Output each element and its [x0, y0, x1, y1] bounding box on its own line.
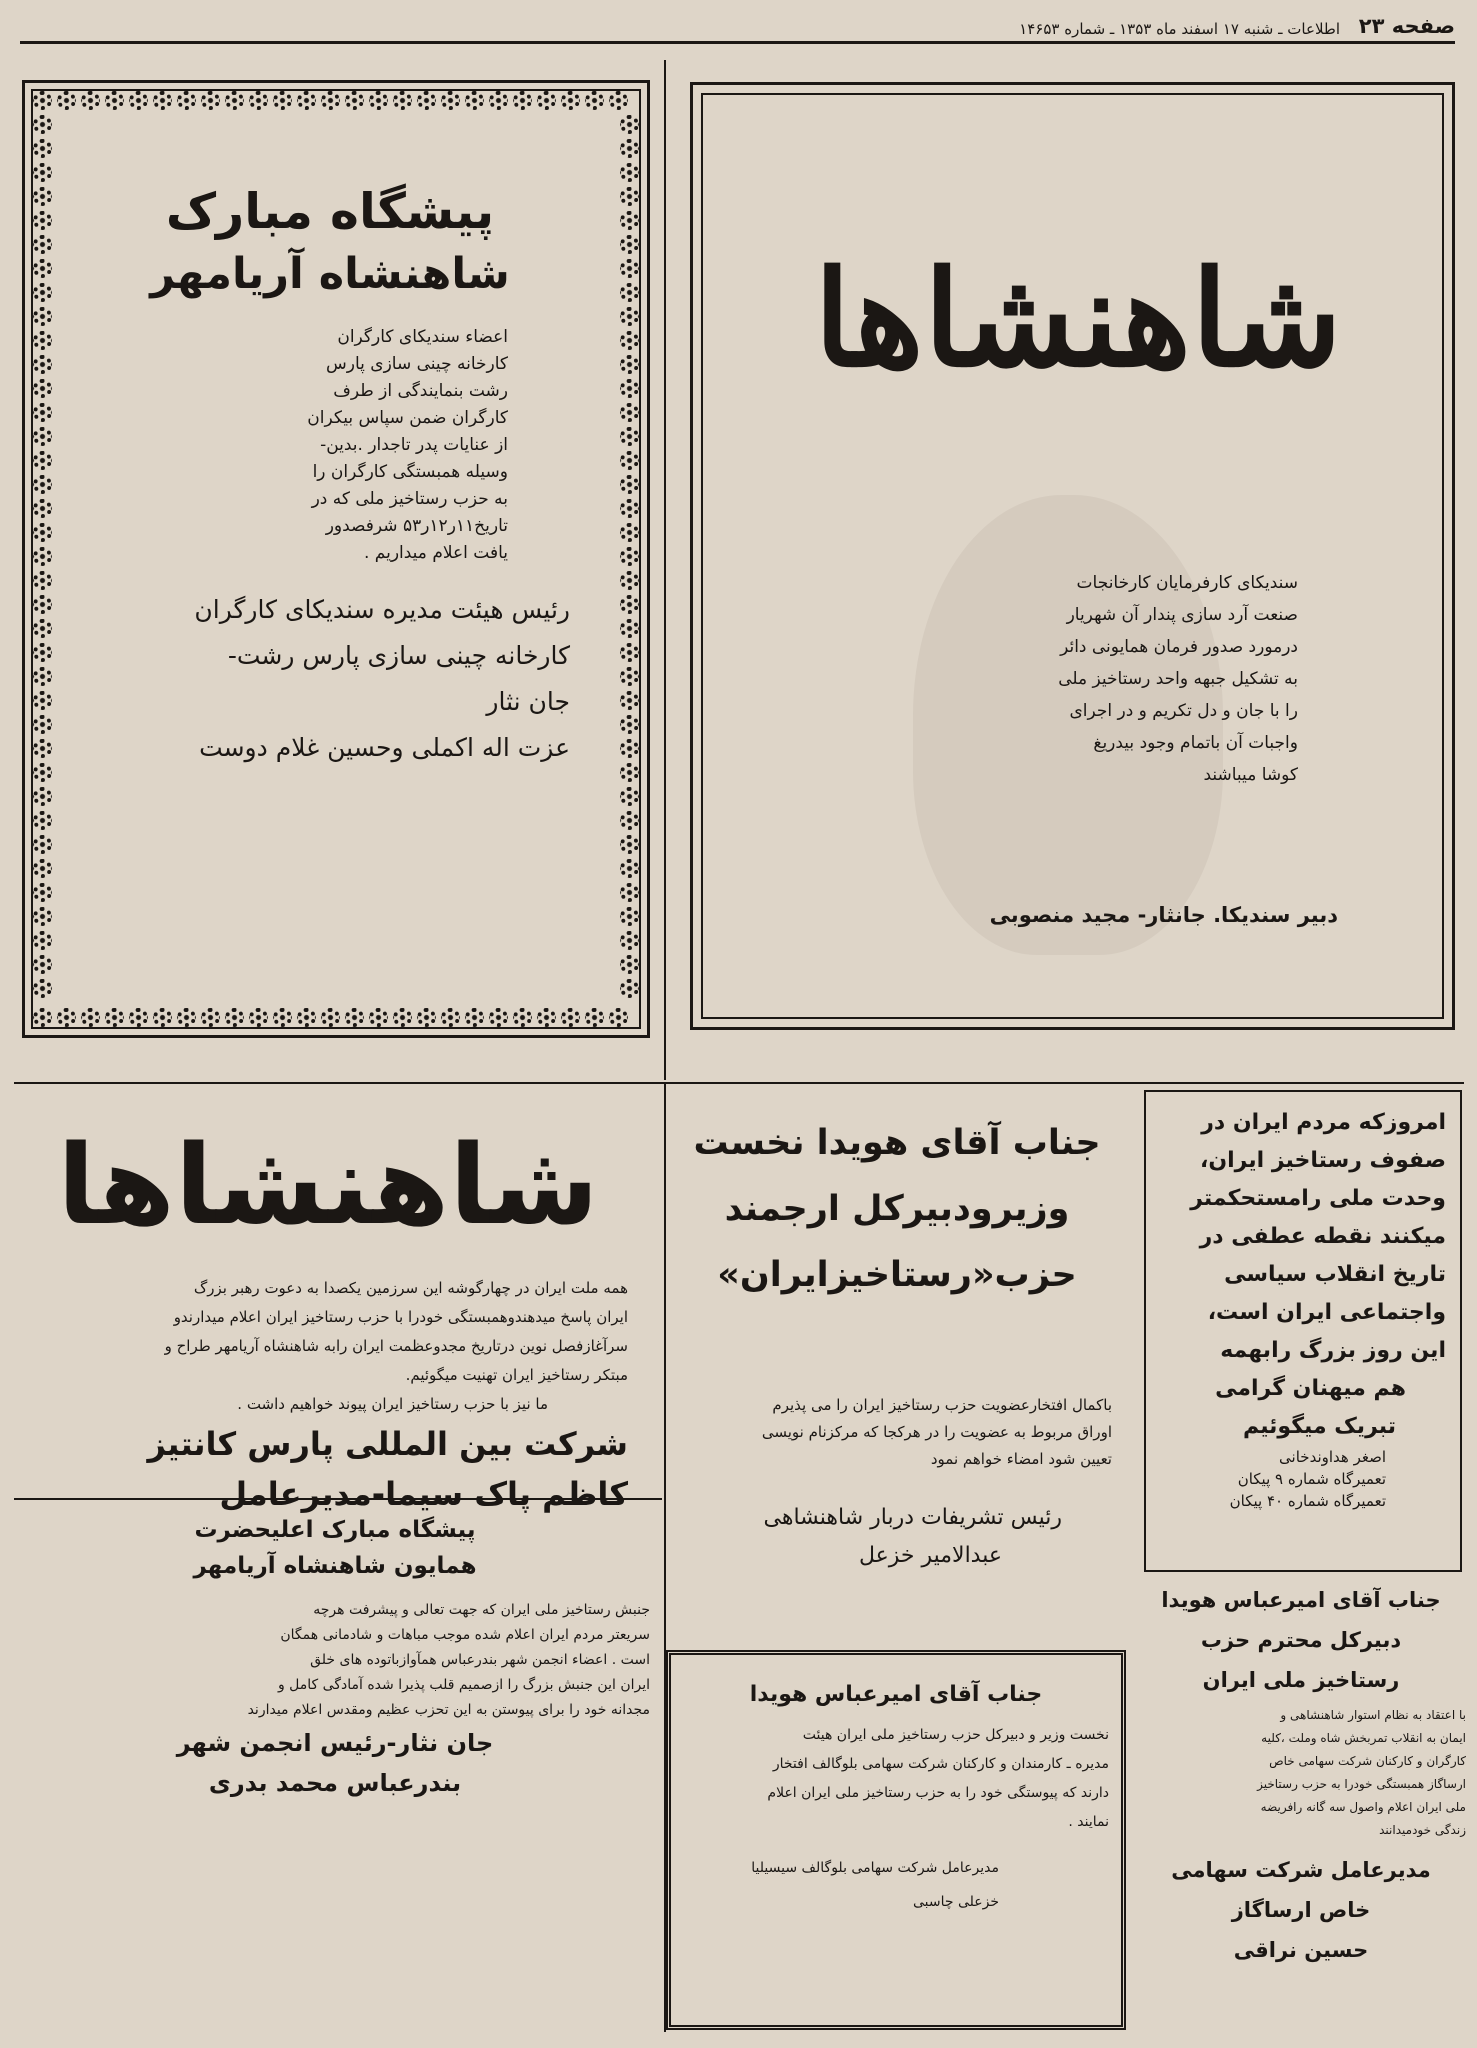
ad-ard-signature: دبیر سندیکا. جانثار- مجید منصوبی	[989, 903, 1338, 927]
ad-bologalf-sign-line: مدیرعامل شرکت سهامی بلوگالف سیسیلیا	[751, 1860, 999, 1876]
ad-hoveyda-headline-3: حزب«رستاخیزایران»	[717, 1255, 1077, 1295]
rosette-ornament-icon	[620, 883, 639, 902]
ad-bologalf-line: مدیره ـ کارمندان و کارکنان شرکت سهامی بلوگالف افتخار	[772, 1756, 1109, 1772]
ad-arsagaz-sign-1: مدیرعامل شرکت سهامی	[1171, 1858, 1431, 1882]
ad-chini-line: کارخانه چینی سازی پارس	[326, 354, 508, 374]
rosette-ornament-icon	[609, 1008, 628, 1027]
ad-paykan-line: واجتماعی ایران است،	[1207, 1300, 1446, 1325]
ad-bandar-line: جنبش رستاخیز ملی ایران که جهت تعالی و پیشرفت هرچه	[313, 1602, 650, 1618]
rosette-ornament-icon	[33, 331, 52, 350]
rosette-ornament-icon	[33, 427, 52, 446]
ad-chini-line: اعضاء سندیکای کارگران	[337, 327, 508, 347]
rosette-ornament-icon	[33, 955, 52, 974]
ad-arsagaz-title-2: دبیرکل محترم حزب	[1200, 1628, 1402, 1652]
rosette-ornament-icon	[417, 91, 436, 110]
ad-arsagaz-line: ایمان به انقلاب تمربخش شاه وملت ،کلیه	[1261, 1731, 1466, 1745]
rosette-ornament-icon	[33, 763, 52, 782]
ad-bandar-sign-1: جان نثار-رئیس انجمن شهر	[176, 1729, 494, 1757]
ad-cantiz-line: همه ملت ایران در چهارگوشه این سرزمین یکصدا به دعوت رهبر بزرگ	[193, 1279, 628, 1297]
ad-arsagaz-sign-3: حسین نراقی	[1233, 1938, 1369, 1962]
ad-chini-line: به حزب رستاخیز ملی که در	[311, 489, 508, 509]
rosette-ornament-icon	[537, 91, 556, 110]
rosette-ornament-icon	[273, 1008, 292, 1027]
ad-cantiz-line: ما نیز با حزب رستاخیز ایران پیوند خواهیم داشت .	[237, 1395, 548, 1413]
ad-cantiz-body	[28, 1274, 628, 1419]
rosette-ornament-icon	[33, 907, 52, 926]
rosette-ornament-icon	[33, 451, 52, 470]
ad-paykan-body	[1156, 1104, 1446, 1446]
rosette-ornament-icon	[620, 235, 639, 254]
ad-paykan-line: این روز بزرگ رابهمه	[1220, 1338, 1446, 1363]
ad-arsagaz-title-1: جناب آقای امیرعباس هویدا	[1161, 1588, 1441, 1612]
rosette-ornament-icon	[33, 667, 52, 686]
rosette-ornament-icon	[513, 1008, 532, 1027]
rosette-ornament-icon	[620, 307, 639, 326]
rosette-ornament-icon	[620, 643, 639, 662]
rosette-ornament-icon	[620, 907, 639, 926]
rosette-ornament-icon	[33, 307, 52, 326]
ad-chini-sign-line: عزت اله اکملی وحسین غلام دوست	[199, 733, 570, 762]
ad-paykan	[1144, 1090, 1462, 1572]
rosette-ornament-icon	[620, 595, 639, 614]
ad-paykan-line: هم میهنان گرامی	[1215, 1376, 1406, 1401]
ad-chini-line: از عنایات پدر تاجدار .بدین-	[320, 435, 508, 455]
rosette-ornament-icon	[81, 1008, 100, 1027]
ad-chini-sign-line: رئیس هیئت مدیره سندیکای کارگران	[194, 595, 570, 624]
rosette-ornament-icon	[620, 571, 639, 590]
ad-hoveyda-headline-1: جناب آقای هویدا نخست	[693, 1123, 1101, 1163]
ad-hoveyda	[672, 1110, 1122, 1640]
rosette-ornament-icon	[201, 1008, 220, 1027]
rosette-ornament-icon	[33, 547, 52, 566]
rosette-ornament-icon	[33, 163, 52, 182]
rosette-ornament-icon	[297, 1008, 316, 1027]
rosette-ornament-icon	[393, 91, 412, 110]
ad-bandar-line: ایران این جنبش بزرگ را ازصمیم قلب پذیرا شده آمادگی کامل و	[277, 1677, 650, 1693]
ad-cantiz-line: مبتکر رستاخیز ایران تهنیت میگوئیم.	[405, 1366, 628, 1384]
rosette-ornament-icon	[33, 403, 52, 422]
rosette-ornament-icon	[105, 91, 124, 110]
rosette-ornament-icon	[620, 667, 639, 686]
rosette-ornament-icon	[620, 283, 639, 302]
rosette-ornament-icon	[33, 283, 52, 302]
rosette-ornament-icon	[33, 115, 52, 134]
ad-paykan-line: صفوف رستاخیز ایران،	[1200, 1148, 1446, 1173]
rosette-ornament-icon	[33, 1008, 52, 1027]
ad-paykan-sign-line: تعمیرگاه شماره ۴۰ پیکان	[1229, 1492, 1386, 1510]
ad-arsagaz-line: کارگران و کارکنان شرکت سهامی خاص	[1269, 1754, 1466, 1768]
rosette-ornament-icon	[609, 91, 628, 110]
rosette-ornament-icon	[57, 1008, 76, 1027]
ad-bandar-title-2: همایون شاهنشاه آریامهر	[193, 1553, 477, 1579]
ad-bandar-sign-2: بندرعباس محمد بدری	[208, 1769, 462, 1797]
rosette-ornament-icon	[369, 91, 388, 110]
rosette-ornament-icon	[465, 1008, 484, 1027]
rosette-ornament-icon	[489, 1008, 508, 1027]
ad-bandar-line: است . اعضاء انجمن شهر بندرعباس همآوازباتوده های خلق	[310, 1652, 650, 1668]
rosette-ornament-icon	[620, 979, 639, 998]
ad-arsagaz-line: با اعتقاد به نظام استوار شاهنشاهی و	[1280, 1708, 1466, 1722]
rosette-ornament-icon	[201, 91, 220, 110]
ad-hoveyda-line: اوراق مربوط به عضویت را در هرکجا که مرکزنام نویسی	[761, 1423, 1112, 1441]
rosette-ornament-icon	[153, 1008, 172, 1027]
rosette-ornament-icon	[33, 379, 52, 398]
ad-chini-line: یافت اعلام میداریم .	[363, 543, 508, 563]
rosette-ornament-icon	[620, 739, 639, 758]
rosette-ornament-icon	[620, 763, 639, 782]
rosette-ornament-icon	[129, 91, 148, 110]
ad-bologalf-line: نخست وزیر و دبیرکل حزب رستاخیز ملی ایران هیئت	[802, 1727, 1109, 1743]
rosette-ornament-icon	[620, 787, 639, 806]
ad-chini-sign-line: جان نثار	[486, 687, 570, 716]
rosette-ornament-icon	[620, 331, 639, 350]
ad-chini-line: رشت بنمایندگی از طرف	[333, 381, 508, 401]
rosette-ornament-icon	[33, 355, 52, 374]
ad-bologalf-title: جناب آقای امیرعباس هویدا	[749, 1682, 1043, 1707]
ad-bologalf-line: دارند که پیوستگی خود را به حزب رستاخیز ملی ایران اعلام	[767, 1785, 1109, 1801]
ad-chini-line: تاریخ۱۱ر۱۲ر۵۳ شرفصدور	[325, 516, 508, 536]
ad-hoveyda-signature	[672, 1499, 1122, 1575]
ad-ard-line: واجبات آن باتمام وجود بیدریغ	[1093, 733, 1298, 753]
ad-bandar-title-1: پیشگاه مبارک اعلیحضرت	[194, 1517, 476, 1543]
ad-chini-sign-line: کارخانه چینی سازی پارس رشت-	[227, 641, 570, 670]
rosette-ornament-icon	[177, 91, 196, 110]
rosette-ornament-icon	[620, 163, 639, 182]
ad-bandar-body	[20, 1598, 650, 1723]
ad-paykan-sign-line: اصغر هداوندخانی	[1279, 1448, 1386, 1466]
ad-chini-line: وسیله همبستگی کارگران را	[312, 462, 508, 482]
rosette-ornament-icon	[620, 835, 639, 854]
rosette-ornament-icon	[33, 787, 52, 806]
ad-bologalf-body	[683, 1721, 1109, 1837]
ad-chini-body	[90, 324, 570, 567]
rosette-ornament-icon	[393, 1008, 412, 1027]
rosette-ornament-icon	[441, 1008, 460, 1027]
ad-arsagaz-body	[1136, 1704, 1466, 1842]
rosette-ornament-icon	[585, 1008, 604, 1027]
rosette-ornament-icon	[33, 691, 52, 710]
ad-paykan-sign-line: تعمیرگاه شماره ۹ پیکان	[1237, 1470, 1386, 1488]
ad-ard-line: درمورد صدور فرمان همایونی دائر	[1060, 637, 1298, 657]
rosette-ornament-icon	[33, 523, 52, 542]
rosette-ornament-icon	[620, 523, 639, 542]
ad-bologalf-signature	[683, 1851, 1109, 1919]
ad-ard-line: سندیکای کارفرمایان کارخانجات	[1076, 573, 1298, 593]
rosette-ornament-icon	[297, 91, 316, 110]
ad-bandar	[20, 1512, 650, 2012]
ad-paykan-line: میکنند نقطه عطفی در	[1199, 1224, 1446, 1249]
rosette-ornament-icon	[561, 1008, 580, 1027]
rosette-ornament-icon	[620, 811, 639, 830]
ad-arsagaz-line: زندگی خودمیدانند	[1379, 1823, 1466, 1837]
ad-chini-line: کارگران ضمن سپاس بیکران	[307, 408, 508, 428]
issue-line: اطلاعات ـ شنبه ۱۷ اسفند ماه ۱۳۵۳ ـ شماره ۱۴۶۵۳	[1019, 20, 1340, 38]
rosette-ornament-icon	[105, 1008, 124, 1027]
rosette-ornament-icon	[620, 475, 639, 494]
ad-cantiz-sign-1: شرکت بین المللی پارس کانتیز	[147, 1425, 628, 1463]
rosette-ornament-icon	[33, 571, 52, 590]
rosette-ornament-icon	[81, 91, 100, 110]
rosette-ornament-icon	[585, 91, 604, 110]
ad-hoveyda-sign-line: عبدالامیر خزعل	[858, 1543, 1002, 1568]
rosette-ornament-icon	[620, 451, 639, 470]
rosette-ornament-icon	[153, 91, 172, 110]
rosette-ornament-icon	[33, 475, 52, 494]
ad-ard-line: کوشا میباشند	[1203, 765, 1298, 785]
ad-paykan-line: امروزکه مردم ایران در	[1201, 1110, 1446, 1135]
rosette-ornament-icon	[33, 835, 52, 854]
ad-hoveyda-line: تعیین شود امضاء خواهم نمود	[930, 1450, 1112, 1468]
ad-ard-line: صنعت آرد سازی پندار آن شهریار	[1066, 605, 1298, 625]
rosette-ornament-icon	[33, 715, 52, 734]
ad-ard-line: را با جان و دل تکریم و در اجرای	[1069, 701, 1298, 721]
rosette-ornament-icon	[513, 91, 532, 110]
rosette-ornament-icon	[620, 259, 639, 278]
rosette-ornament-icon	[33, 211, 52, 230]
ad-chini-title-1: پیشگاه مبارک	[165, 183, 495, 240]
rosette-ornament-icon	[57, 91, 76, 110]
rosette-ornament-icon	[33, 259, 52, 278]
rosette-ornament-icon	[225, 91, 244, 110]
ad-paykan-line: تبریک میگوئیم	[1242, 1414, 1396, 1439]
ad-paykan-signature	[1156, 1446, 1446, 1512]
rosette-ornament-icon	[620, 547, 639, 566]
rosette-ornament-icon	[620, 859, 639, 878]
ad-arsagaz-sign-2: خاص ارساگاز	[1231, 1898, 1371, 1922]
ad-arsagaz-line: ملی ایران اعلام واصول سه گانه رافریضه	[1260, 1800, 1466, 1814]
rosette-ornament-icon	[33, 595, 52, 614]
column-divider-top	[664, 60, 666, 1080]
rosette-ornament-icon	[620, 355, 639, 374]
rosette-ornament-icon	[33, 187, 52, 206]
ad-hoveyda-line: باکمال افتخارعضویت حزب رستاخیز ایران را می پذیرم	[772, 1396, 1112, 1414]
rosette-ornament-icon	[620, 115, 639, 134]
ad-bandar-line: سریعتر مردم ایران اعلام شده موجب مباهات و شادمانی همگان	[280, 1627, 650, 1643]
ad-chini-title-2: شاهنشاه آریامهر	[150, 249, 510, 299]
ad-hoveyda-body	[672, 1392, 1122, 1473]
ad-ard-line: به تشکیل جبهه واحد رستاخیز ملی	[1058, 669, 1298, 689]
ad-hoveyda-headline-2: وزیرودبیرکل ارجمند	[724, 1189, 1070, 1229]
rosette-ornament-icon	[537, 1008, 556, 1027]
rosette-ornament-icon	[129, 1008, 148, 1027]
rosette-ornament-icon	[33, 811, 52, 830]
rosette-ornament-icon	[33, 739, 52, 758]
rosette-ornament-icon	[33, 91, 52, 110]
ad-ard	[690, 82, 1455, 1030]
ad-chini-signature	[90, 587, 570, 771]
rosette-ornament-icon	[33, 499, 52, 518]
rosette-ornament-icon	[273, 91, 292, 110]
rosette-ornament-icon	[620, 955, 639, 974]
rosette-ornament-icon	[620, 187, 639, 206]
ad-arsagaz-title-3: رستاخیز ملی ایران	[1202, 1668, 1400, 1692]
rosette-ornament-icon	[321, 91, 340, 110]
rosette-ornament-icon	[620, 139, 639, 158]
rosette-ornament-icon	[465, 91, 484, 110]
rosette-ornament-icon	[620, 379, 639, 398]
rosette-ornament-icon	[620, 403, 639, 422]
rosette-ornament-icon	[489, 91, 508, 110]
ad-cantiz-line: سرآغازفصل نوین درتاریخ مجدوعظمت ایران رابه شاهنشاه آریامهر طراح و	[164, 1337, 628, 1355]
rosette-ornament-icon	[33, 931, 52, 950]
page-number: صفحه ۲۳	[1358, 14, 1455, 38]
rosette-ornament-icon	[33, 619, 52, 638]
rosette-ornament-icon	[620, 619, 639, 638]
ad-bologalf-line: نمایند .	[1068, 1814, 1109, 1830]
rosette-ornament-icon	[345, 1008, 364, 1027]
rosette-ornament-icon	[620, 427, 639, 446]
rosette-ornament-icon	[177, 1008, 196, 1027]
rosette-ornament-icon	[620, 691, 639, 710]
rosette-ornament-icon	[620, 931, 639, 950]
ad-cantiz-headline: شاهنشاها	[57, 1121, 599, 1249]
rosette-ornament-icon	[33, 139, 52, 158]
ad-cantiz-line: ایران پاسخ میدهندوهمبستگی خودرا با حزب رستاخیز ایران اعلام میدارندو	[173, 1308, 628, 1326]
ad-ard-body	[903, 567, 1298, 791]
ad-bandar-line: مجدانه خود را برای پیوستن به این تحزب عظیم ومقدس اعلام میدارند	[247, 1702, 650, 1718]
ad-bologalf	[666, 1650, 1126, 2030]
rosette-ornament-icon	[33, 859, 52, 878]
rosette-ornament-icon	[369, 1008, 388, 1027]
ad-bologalf-sign-line: خزعلی چاسبی	[912, 1894, 999, 1910]
rosette-ornament-icon	[561, 91, 580, 110]
ad-cantiz	[28, 1100, 628, 1513]
rosette-ornament-icon	[249, 91, 268, 110]
rosette-ornament-icon	[620, 211, 639, 230]
rosette-ornament-icon	[33, 883, 52, 902]
ad-cantiz-sign-2: کاظم پاک سیما-مدیرعامل	[219, 1475, 628, 1513]
rosette-ornament-icon	[620, 499, 639, 518]
rosette-ornament-icon	[321, 1008, 340, 1027]
ad-arsagaz	[1136, 1580, 1466, 2030]
rosette-ornament-icon	[620, 715, 639, 734]
rosette-ornament-icon	[225, 1008, 244, 1027]
rosette-ornament-icon	[441, 91, 460, 110]
row-divider-middle	[14, 1082, 1464, 1084]
ad-hoveyda-sign-line: رئیس تشریفات دربار شاهنشاهی	[763, 1505, 1062, 1530]
rosette-ornament-icon	[33, 979, 52, 998]
page-header	[20, 14, 1455, 44]
rosette-ornament-icon	[417, 1008, 436, 1027]
rosette-ornament-icon	[33, 643, 52, 662]
ad-paykan-line: تاریخ انقلاب سیاسی	[1224, 1262, 1446, 1287]
ad-ard-headline: شاهنشاها	[813, 242, 1343, 397]
rosette-ornament-icon	[33, 235, 52, 254]
ad-chini	[90, 180, 570, 840]
rosette-ornament-icon	[345, 91, 364, 110]
rosette-ornament-icon	[249, 1008, 268, 1027]
ad-arsagaz-line: ارساگاز همبستگی خودرا به حزب رستاخیز	[1257, 1777, 1466, 1791]
ad-paykan-line: وحدت ملی رامستحکمتر	[1190, 1186, 1446, 1211]
